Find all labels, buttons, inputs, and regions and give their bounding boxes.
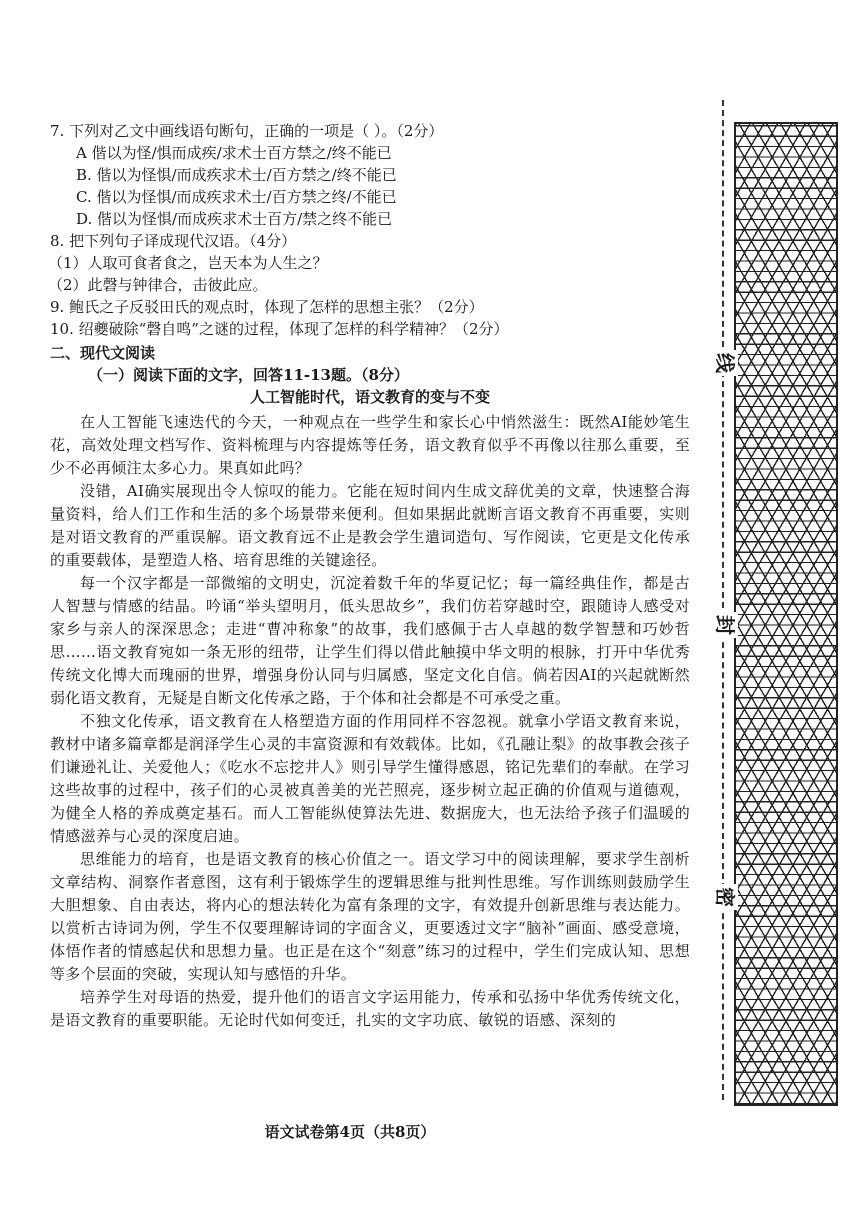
question-7-option-c: C. 偕以为怪惧/而成疾求术士/百方禁之终/不能已 [76,188,397,206]
question-7-option-d: D. 偕以为怪惧/而成疾求术士百方/禁之终不能已 [76,210,393,228]
binding-mark-seal: 封 [712,612,738,638]
binding-mark-secret: 密 [712,884,738,910]
binding-hatch-pattern [734,122,838,1106]
question-7: 7. 下列对乙文中画线语句断句，正确的一项是（ ）。（2分） [50,122,444,140]
question-9: 9. 鲍氏之子反驳田氏的观点时，体现了怎样的思想主张？（2分） [50,298,484,316]
article-title: 人工智能时代，语文教育的变与不变 [249,388,490,406]
article-paragraph-3: 每一个汉字都是一部微缩的文明史，沉淀着数千年的华夏记忆；每一篇经典佳作，都是古人智慧与情感的结晶。吟诵“举头望明月，低头思故乡”，我们仿若穿越时空，跟随诗人感受对家乡与亲人的深深思念；走进“曹冲称象”的故事，我们感佩于古人卓越的数学智慧和巧妙哲思……语文教育宛如一条无形的纽带，让学生们得以借此触摸中华文明的根脉，打开中华优秀传统文化博大而瑰丽的世界，增强身份认同与归属感，坚定文化自信。倘若因AI的兴起就断然弱化语文教育，无疑是自断文化传承之路，于个体和社会都是不可承受之重。 [50,574,690,707]
question-7-option-a: A 偕以为怪/惧而成疾/求术士百方禁之/终不能已 [76,144,392,162]
page-content [50,120,690,1032]
question-8: 8. 把下列句子译成现代汉语。（4分） [50,232,297,250]
article-paragraph-1: 在人工智能飞速迭代的今天，一种观点在一些学生和家长心中悄然滋生：既然AI能妙笔生花，高效处理文档写作、资料梳理与内容提炼等任务，语文教育似乎不再像以往那么重要，至少不必再倾注太多心力。果真如此吗？ [50,413,690,477]
article-body [50,411,690,1032]
article-paragraph-6: 培养学生对母语的热爱，提升他们的语言文字运用能力，传承和弘扬中华优秀传统文化，是语文教育的重要职能。无论时代如何变迁，扎实的文字功底、敏锐的语感、深刻的 [50,988,690,1029]
section-title: 二、现代文阅读 [50,344,156,362]
binding-mark-line: 线 [712,350,738,376]
article-paragraph-2: 没错，AI确实展现出令人惊叹的能力。它能在短时间内生成文辞优美的文章，快速整合海量资料，给人们工作和生活的多个场景带来便利。但如果据此就断言语文教育不再重要，实则是对语文教育的严重误解。语文教育远不止是教会学生遣词造句、写作阅读，它更是文化传承的重要载体，是塑造人格、培育思维的关键途径。 [50,482,690,569]
question-10: 10. 绍夔破除“磬自鸣”之谜的过程，体现了怎样的科学精神？（2分） [50,320,509,338]
page-footer: 语文试卷第4页（共8页） [264,1123,436,1141]
question-8-item-2: （2）此磬与钟律合，击彼此应。 [48,276,268,294]
question-8-item-1: （1）人取可食者食之，岂天本为人生之？ [48,254,328,272]
binding-dashed-line [722,100,726,1100]
article-paragraph-5: 思维能力的培育，也是语文教育的核心价值之一。语文学习中的阅读理解，要求学生剖析文章结构、洞察作者意图，这有利于锻炼学生的逻辑思维与批判性思维。写作训练则鼓励学生大胆想象、自由表达，将内心的想法转化为富有条理的文字，有效提升创新思维与表达能力。以赏析古诗词为例，学生不仅要理解诗词的字面含义，更要透过文字“脑补”画面、感受意境，体悟作者的情感起伏和思想力量。也正是在这个“刻意”练习的过程中，学生们完成认知、思想等多个层面的突破，实现认知与感悟的升华。 [50,850,690,983]
article-paragraph-4: 不独文化传承，语文教育在人格塑造方面的作用同样不容忽视。就拿小学语文教育来说，教材中诸多篇章都是润泽学生心灵的丰富资源和有效载体。比如，《孔融让梨》的故事教会孩子们谦逊礼让、关爱他人；《吃水不忘挖井人》则引导学生懂得感恩，铭记先辈们的奉献。在学习这些故事的过程中，孩子们的心灵被真善美的光芒照亮，逐步树立起正确的价值观与道德观，为健全人格的养成奠定基石。而人工智能纵使算法先进、数据庞大，也无法给予孩子们温暖的情感滋养与心灵的深度启迪。 [50,712,690,845]
subsection-title: （一）阅读下面的文字，回答11-13题。（8分） [88,366,409,384]
question-7-option-b: B. 偕以为怪惧/而成疾求术士/百方禁之/终不能已 [76,166,397,184]
